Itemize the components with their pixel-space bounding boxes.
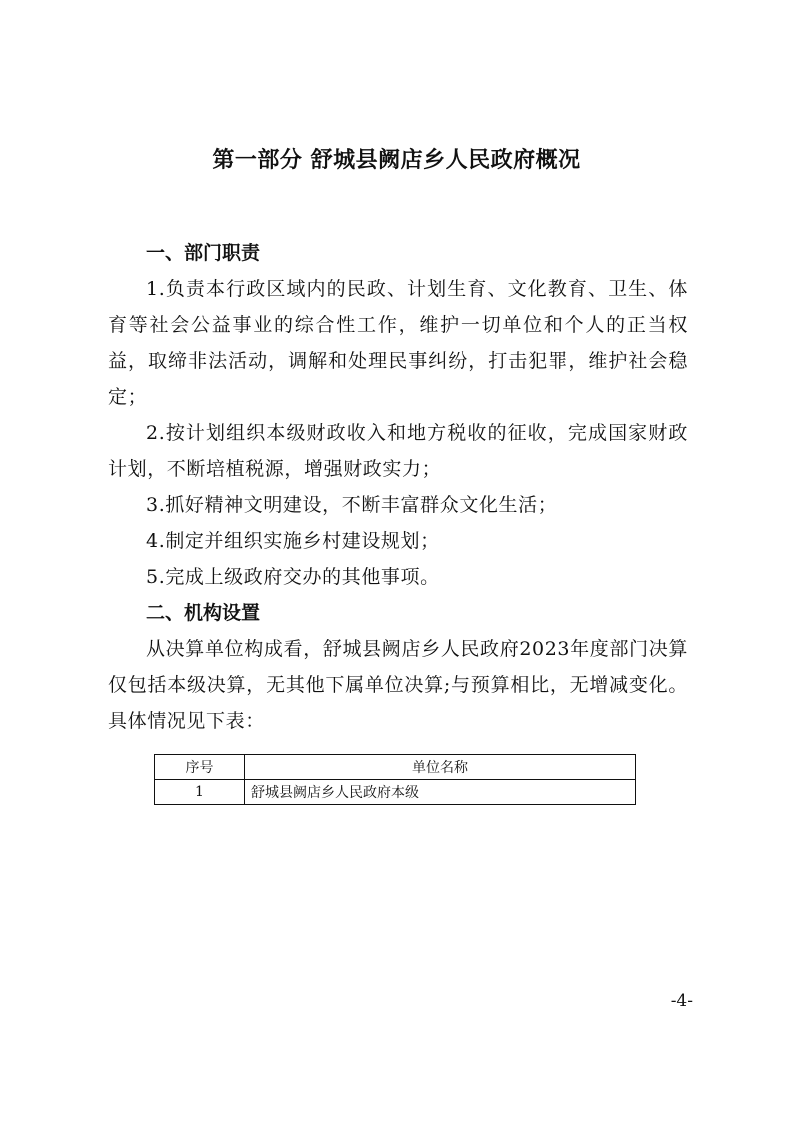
- organization-paragraph: 从决算单位构成看，舒城县阙店乡人民政府2023年度部门决算仅包括本级决算，无其他下属单位决算;与预算相比，无增减变化。具体情况见下表：: [108, 638, 688, 732]
- duty-item-5: 5.完成上级政府交办的其他事项。: [146, 566, 440, 588]
- table-header-row: [155, 755, 636, 780]
- table-cell-unit-name: 舒城县阙店乡人民政府本级: [245, 780, 636, 805]
- table-cell-index: 1: [155, 780, 245, 805]
- duty-item-1: 1.负责本行政区域内的民政、计划生育、文化教育、卫生、体育等社会公益事业的综合性工作，维护一切单位和个人的正当权益，取缔非法活动，调解和处理民事纠纷，打击犯罪，维护社会稳定；: [108, 278, 688, 408]
- document-body: [108, 235, 688, 739]
- table-row: [155, 780, 636, 805]
- page-number: -4-: [670, 991, 693, 1011]
- column-header-unit-name: 单位名称: [245, 755, 636, 780]
- section-heading-organization: 二、机构设置: [146, 602, 261, 624]
- duty-item-2: 2.按计划组织本级财政收入和地方税收的征收，完成国家财政计划，不断培植税源，增强财政实力；: [108, 422, 688, 480]
- unit-table: [154, 754, 636, 805]
- duty-item-3: 3.抓好精神文明建设，不断丰富群众文化生活；: [146, 494, 558, 516]
- duty-item-4: 4.制定并组织实施乡村建设规划；: [146, 530, 440, 552]
- page-title: 第一部分 舒城县阙店乡人民政府概况: [212, 148, 581, 173]
- column-header-index: 序号: [155, 755, 245, 780]
- section-heading-duties: 一、部门职责: [146, 242, 261, 264]
